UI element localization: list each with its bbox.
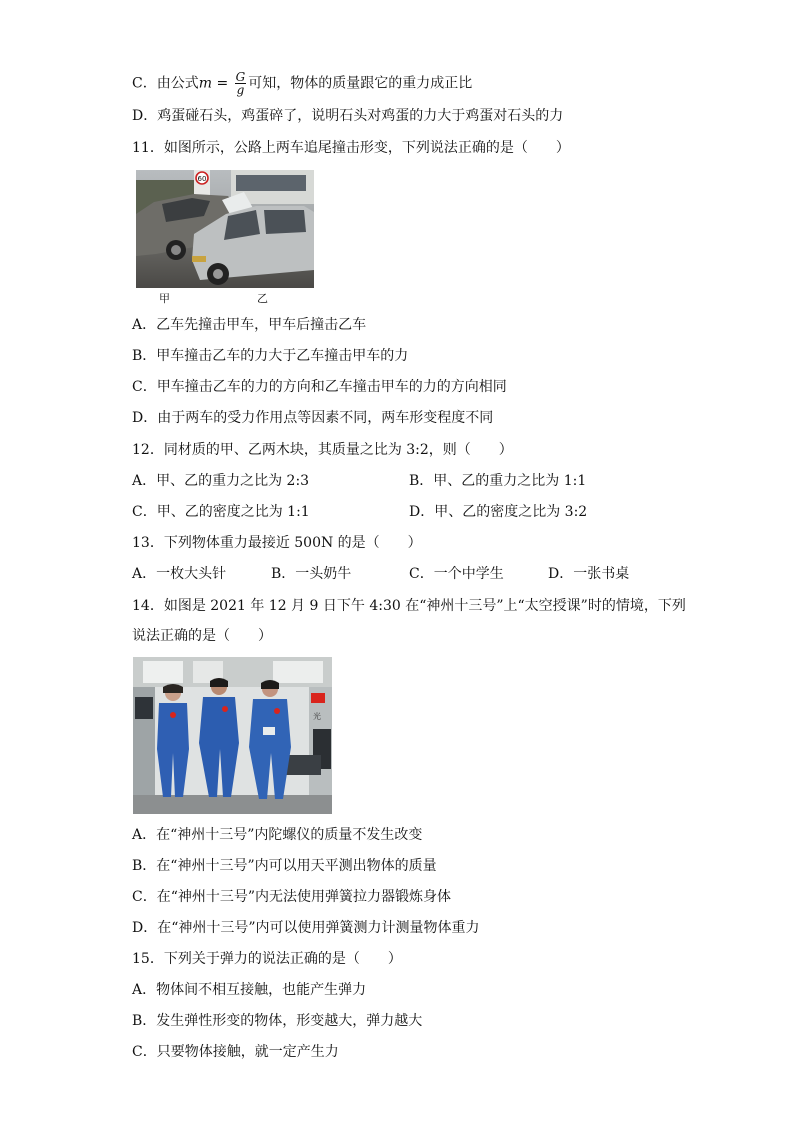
- q13-option-c: C．一个中学生: [409, 566, 504, 582]
- q11-car-crash-photo: [136, 170, 314, 288]
- q14-stem-line1: 14．如图是 2021 年 12 月 9 日下午 4:30 在“神州十三号”上“太空授课”时的情境，下列: [132, 598, 686, 614]
- formula-equals: =: [212, 75, 233, 92]
- q11-option-a: A．乙车先撞击甲车，甲车后撞击乙车: [132, 317, 367, 333]
- q12-option-b: B．甲、乙的重力之比为 1:1: [409, 473, 587, 489]
- q14-space-station-photo: [133, 657, 332, 814]
- q10-option-c-suffix: 可知，物体的质量跟它的重力成正比: [248, 75, 473, 92]
- q11-option-b: B．甲车撞击乙车的力大于乙车撞击甲车的力: [132, 348, 409, 364]
- q12-option-c: C．甲、乙的密度之比为 1:1: [132, 504, 310, 520]
- q14-option-a: A．在“神州十三号”内陀螺仪的质量不发生改变: [132, 827, 423, 843]
- q14-stem-line2: 说法正确的是（ ）: [132, 628, 272, 644]
- speed-sign-text: 60: [197, 175, 207, 183]
- q13-stem: 13．下列物体重力最接近 500N 的是（ ）: [132, 535, 422, 551]
- q15-option-b: B．发生弹性形变的物体，形变越大，弹力越大: [132, 1013, 423, 1029]
- formula-variable: m: [198, 75, 212, 92]
- q11-option-d: D．由于两车的受力作用点等因素不同，两车形变程度不同: [132, 410, 494, 426]
- q15-option-a: A．物体间不相互接触，也能产生弹力: [132, 982, 367, 998]
- q10-option-c: [132, 71, 472, 96]
- q13-option-d: D．一张书桌: [548, 566, 630, 582]
- q15-stem: 15．下列关于弹力的说法正确的是（ ）: [132, 951, 402, 967]
- q11-stem: 11．如图所示，公路上两车追尾撞击形变，下列说法正确的是（ ）: [132, 140, 570, 156]
- car-crash-illustration: [136, 170, 314, 288]
- astronauts-illustration: [133, 657, 332, 814]
- q15-option-c: C．只要物体接触，就一定产生力: [132, 1044, 339, 1060]
- q11-option-c: C．甲车撞击乙车的力的方向和乙车撞击甲车的力的方向相同: [132, 379, 507, 395]
- q11-label-jia: 甲: [159, 292, 170, 305]
- formula-numerator: G: [235, 70, 246, 84]
- q14-option-b: B．在“神州十三号”内可以用天平测出物体的质量: [132, 858, 437, 874]
- q12-option-d: D．甲、乙的密度之比为 3:2: [409, 504, 588, 520]
- q12-option-a: A．甲、乙的重力之比为 2:3: [132, 473, 310, 489]
- q10-option-c-prefix: C．由公式: [132, 75, 199, 92]
- q10-option-d: D．鸡蛋碰石头，鸡蛋碎了，说明石头对鸡蛋的力大于鸡蛋对石头的力: [132, 108, 564, 124]
- flag-text: 光: [313, 712, 321, 721]
- q14-option-c: C．在“神州十三号”内无法使用弹簧拉力器锻炼身体: [132, 889, 452, 905]
- formula-fraction: [235, 71, 247, 96]
- q12-stem: 12．同材质的甲、乙两木块，其质量之比为 3:2，则（ ）: [132, 442, 513, 458]
- formula-denominator: g: [236, 83, 245, 97]
- q11-label-yi: 乙: [257, 292, 268, 305]
- q13-option-b: B．一头奶牛: [271, 566, 352, 582]
- q13-option-a: A．一枚大头针: [132, 566, 227, 582]
- q14-option-d: D．在“神州十三号”内可以使用弹簧测力计测量物体重力: [132, 920, 480, 936]
